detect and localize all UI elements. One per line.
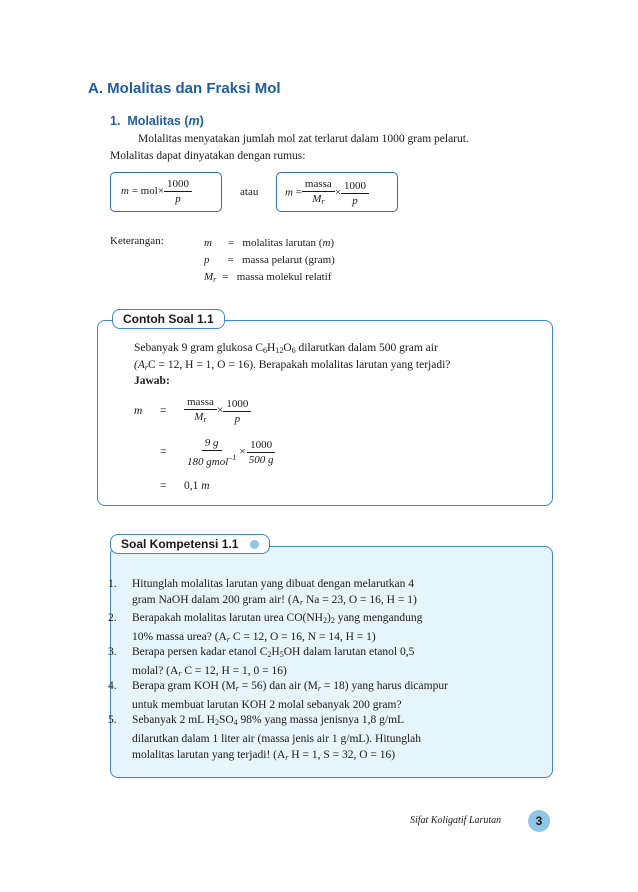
contoh-jawab-label: Jawab: xyxy=(134,375,170,387)
contoh-step-3: = 0,1 m xyxy=(160,480,210,492)
formula-or: atau xyxy=(240,186,259,198)
contoh-question-line-2: ($A_rC = 12$, H = 1, O = 16). Berapakah molalitas larutan yang terjadi? xyxy=(134,359,451,372)
intro-line-1: Molalitas menyatakan jumlah mol zat terlarut dalam 1000 gram pelarut. xyxy=(138,133,469,145)
keterangan-label: Keterangan: xyxy=(110,235,164,247)
page-number: 3 xyxy=(528,810,550,832)
section-title: A. Molalitas dan Fraksi Mol xyxy=(88,80,281,97)
keterangan-row-2: p = massa pelarut (gram) xyxy=(204,254,335,266)
soal-item-3: 3. Berapa persen kadar etanol $C_2H_5OH$ dalam larutan etanol 0,5 molal? ($A_r$ C = 12, H = 1, 0 = 16) xyxy=(108,646,415,678)
soal-item-2: 2. Berapakah molalitas larutan urea $CO(NH_2)_2$ yang mengandung 10% massa urea? ($A_r$ C = 12, O = 16, N = 14, H = 1) xyxy=(108,612,423,644)
running-title: Sifat Koligatif Larutan xyxy=(410,815,502,826)
contoh-soal-tab: Contoh Soal 1.1 xyxy=(112,309,225,329)
soal-item-5: 5. Sebanyak 2 mL $H_2SO_4$ 98% yang massa jenisnya 1,8 g/mL dilarutkan dalam 1 liter air (massa jenis air 1 g/mL). Hitunglah molalitas larutan yang terjadi! ($A_r$ H = 1, S = 32, O = 16) xyxy=(108,714,422,762)
contoh-step-2: = $\frac{9 g}{180 gmol^{-1}}$ × $\frac{1000}{500 g}$ xyxy=(160,437,274,468)
soal-kompetensi-tab: Soal Kompetensi 1.1 xyxy=(110,534,270,554)
soal-item-4: 4. Berapa gram KOH $(M_r = 56)$ dan air $(M_r = 18)$ yang harus dicampur untuk membuat larutan KOH 2 molal sebanyak 200 gram? xyxy=(108,680,448,711)
subsection-title: 1. Molalitas (m) xyxy=(110,114,204,128)
formula-box-massa: m = $\frac{\text{massa}}{M_r}$ × $\frac{1000}{p}$ xyxy=(276,172,398,212)
contoh-step-1: m = $\frac{\text{massa}}{M_r}$ × $\frac{1000}{p}$ xyxy=(134,395,251,427)
contoh-question-line-1: Sebanyak 9 gram glukosa $C_6H_{12}O_6$ dilarutkan dalam 500 gram air xyxy=(134,342,438,355)
keterangan-row-1: m = molalitas larutan (m) xyxy=(204,237,335,249)
formula-box-mol: m = mol× $\frac{1000}{p}$ xyxy=(110,172,222,212)
bullet-dot-icon xyxy=(250,540,259,549)
soal-item-1: 1. Hitunglah molalitas larutan yang dibuat dengan melarutkan 4 gram NaOH dalam 200 gram air! ($A_r$ Na = 23, O = 16, H = 1) xyxy=(108,578,417,607)
keterangan-row-3: $M_r$ = massa molekul relatif xyxy=(204,271,332,284)
intro-line-2: Molalitas dapat dinyatakan dengan rumus: xyxy=(110,150,306,162)
